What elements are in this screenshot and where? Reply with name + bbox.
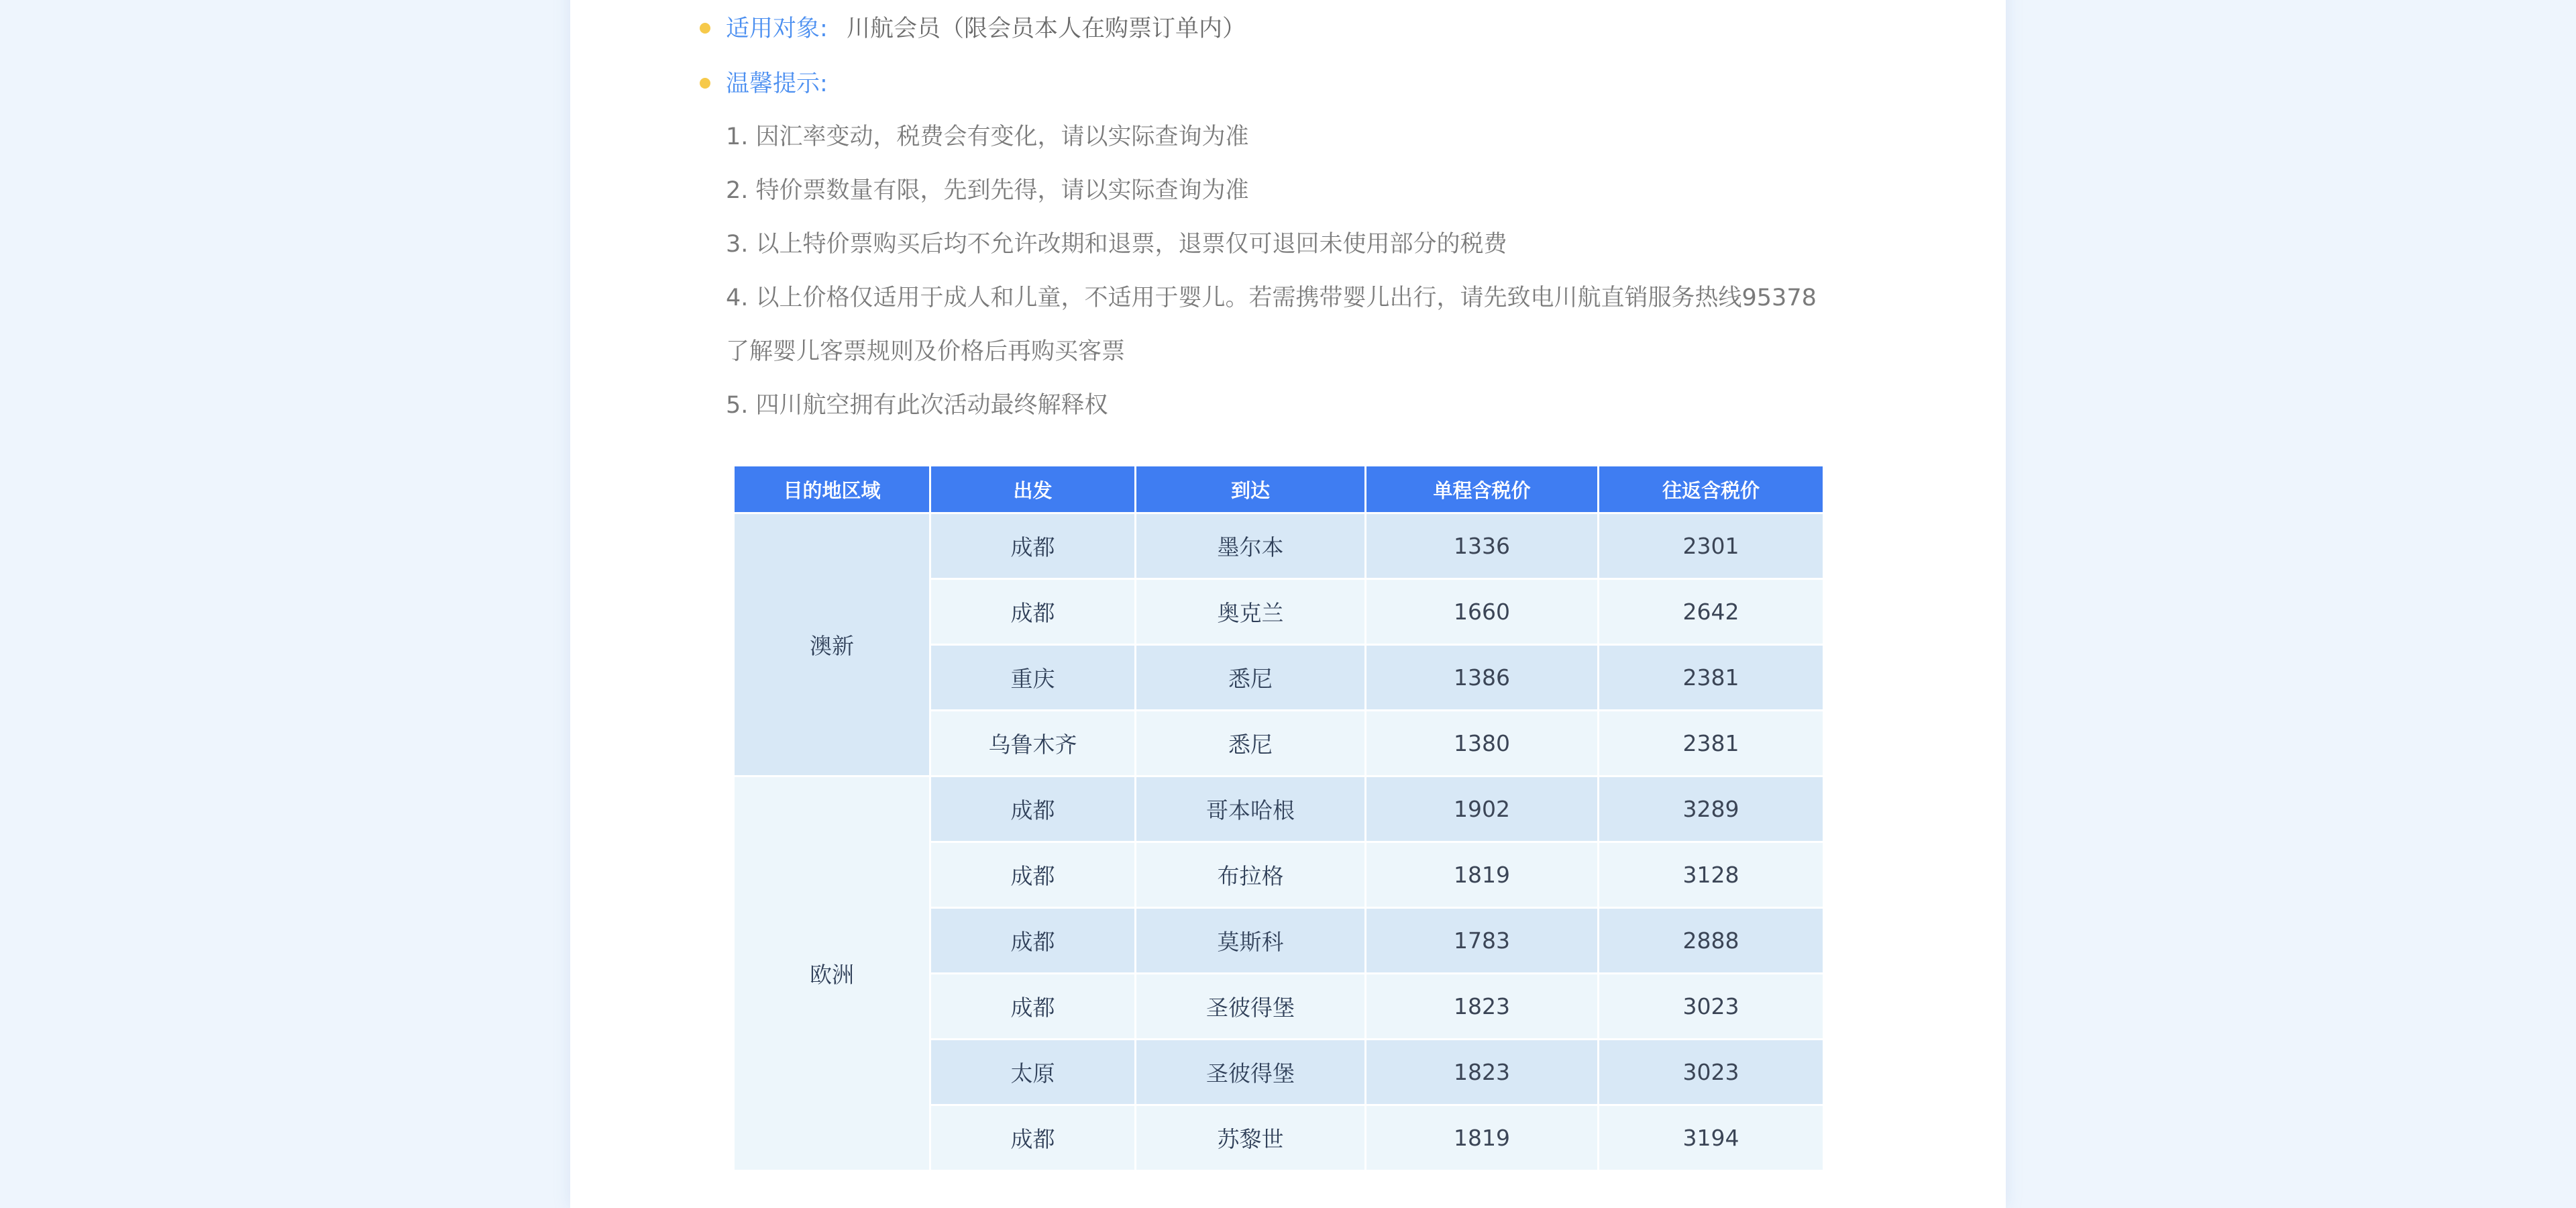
region-cell: 欧洲 (735, 777, 929, 1170)
table-row (735, 777, 1823, 841)
tip-item: 2. 特价票数量有限，先到先得，请以实际查询为准 (726, 177, 1249, 204)
to-cell: 悉尼 (1136, 711, 1364, 775)
oneway-price-cell: 1819 (1366, 843, 1597, 907)
bullet-dot (700, 78, 710, 89)
tip-item: 3. 以上特价票购买后均不允许改期和退票，退票仅可退回未使用部分的税费 (726, 231, 1507, 258)
from-cell: 重庆 (931, 646, 1134, 709)
to-cell: 奥克兰 (1136, 580, 1364, 644)
from-cell: 成都 (931, 974, 1134, 1038)
from-cell: 成都 (931, 514, 1134, 578)
tip-item: 1. 因汇率变动，税费会有变化，请以实际查询为准 (726, 123, 1249, 150)
roundtrip-price-cell: 2888 (1599, 909, 1823, 972)
header-region: 目的地区域 (735, 466, 929, 512)
to-cell: 墨尔本 (1136, 514, 1364, 578)
to-cell: 莫斯科 (1136, 909, 1364, 972)
oneway-price-cell: 1902 (1366, 777, 1597, 841)
tip-item: 4. 以上价格仅适用于成人和儿童，不适用于婴儿。若需携带婴儿出行，请先致电川航直销服务热线95378 (726, 285, 1817, 311)
tips-label: 温馨提示: (726, 70, 828, 97)
table-header-row (735, 466, 1823, 512)
oneway-price-cell: 1386 (1366, 646, 1597, 709)
to-cell: 圣彼得堡 (1136, 974, 1364, 1038)
oneway-price-cell: 1380 (1366, 711, 1597, 775)
region-cell: 澳新 (735, 514, 929, 775)
to-cell: 苏黎世 (1136, 1106, 1364, 1170)
tip-item: 5. 四川航空拥有此次活动最终解释权 (726, 392, 1108, 419)
bullet-dot (700, 23, 710, 34)
oneway-price-cell: 1819 (1366, 1106, 1597, 1170)
oneway-price-cell: 1823 (1366, 1040, 1597, 1104)
roundtrip-price-cell: 2381 (1599, 646, 1823, 709)
from-cell: 成都 (931, 777, 1134, 841)
header-roundtrip-price: 往返含税价 (1599, 466, 1823, 512)
from-cell: 成都 (931, 1106, 1134, 1170)
applicable-label: 适用对象: (726, 15, 828, 42)
oneway-price-cell: 1823 (1366, 974, 1597, 1038)
oneway-price-cell: 1783 (1366, 909, 1597, 972)
roundtrip-price-cell: 3023 (1599, 1040, 1823, 1104)
roundtrip-price-cell: 2301 (1599, 514, 1823, 578)
tip-item: 了解婴儿客票规则及价格后再购买客票 (726, 338, 1126, 365)
roundtrip-price-cell: 3128 (1599, 843, 1823, 907)
applicable-value: 川航会员（限会员本人在购票订单内） (847, 15, 1246, 42)
to-cell: 哥本哈根 (1136, 777, 1364, 841)
oneway-price-cell: 1336 (1366, 514, 1597, 578)
from-cell: 成都 (931, 580, 1134, 644)
to-cell: 悉尼 (1136, 646, 1364, 709)
roundtrip-price-cell: 2642 (1599, 580, 1823, 644)
from-cell: 太原 (931, 1040, 1134, 1104)
from-cell: 成都 (931, 909, 1134, 972)
fare-table (733, 464, 1825, 1172)
header-to: 到达 (1136, 466, 1364, 512)
to-cell: 圣彼得堡 (1136, 1040, 1364, 1104)
roundtrip-price-cell: 3194 (1599, 1106, 1823, 1170)
to-cell: 布拉格 (1136, 843, 1364, 907)
header-from: 出发 (931, 466, 1134, 512)
table-row (735, 514, 1823, 578)
from-cell: 乌鲁木齐 (931, 711, 1134, 775)
roundtrip-price-cell: 3023 (1599, 974, 1823, 1038)
roundtrip-price-cell: 3289 (1599, 777, 1823, 841)
oneway-price-cell: 1660 (1366, 580, 1597, 644)
from-cell: 成都 (931, 843, 1134, 907)
header-oneway-price: 单程含税价 (1366, 466, 1597, 512)
roundtrip-price-cell: 2381 (1599, 711, 1823, 775)
